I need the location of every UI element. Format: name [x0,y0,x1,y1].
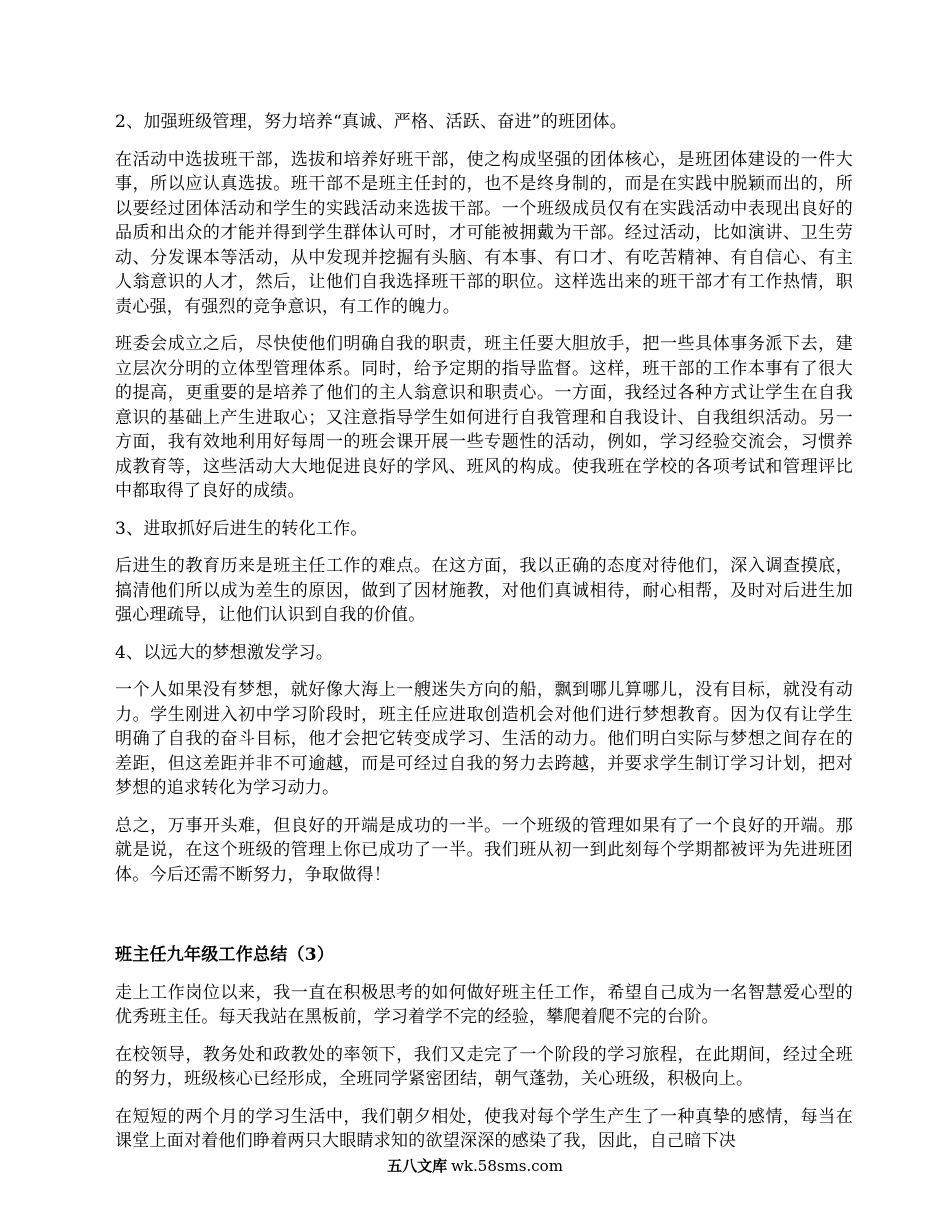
document-body [115,110,853,1167]
heading-2: 2、加强班级管理，努力培养“真诚、严格、活跃、奋进”的班团体。 [115,112,627,132]
footer-brand: 五八文库 [387,1157,448,1175]
paragraph: 后进生的教育历来是班主任工作的难点。在这方面，我以正确的态度对待他们，深入调查摸底，搞清他们所以成为差生的原因，做到了因材施教，对他们真诚相待，耐心相帮，及时对后进生加强心理疏导，让他们认识到自我的价值。 [115,556,853,625]
heading-3: 3、进取抓好后进生的转化工作。 [115,518,368,539]
paragraph: 在活动中选拔班干部，选拔和培养好班干部，使之构成坚强的团体核心，是班团体建设的一件大事，所以应认真选拔。班干部不是班主任封的，也不是终身制的，而是在实践中脱颖而出的，所以要经过团体活动和学生的实践活动来选拔干部。一个班级成员仅有在实践活动中表现出良好的品质和出众的才能并得到学生群体认可时，才可能被拥戴为干部。经过活动，比如演讲、卫生劳动、分发课本等活动，从中发现并挖掘有头脑、有本事、有口才、有吃苦精神、有自信心、有主人翁意识的人才，然后，让他们自我选择班干部的职位。这样选出来的班干部才有工作热情，职责心强，有强烈的竞争意识，有工作的魄力。 [115,149,853,317]
section-title: 班主任九年级工作总结（3） [115,945,335,965]
paragraph: 一个人如果没有梦想，就好像大海上一艘迷失方向的船，飘到哪儿算哪儿，没有目标，就没有动力。学生刚进入初中学习阶段时，班主任应进取创造机会对他们进行梦想教育。因为仅有让学生明确了自我的奋斗目标，他才会把它转变成学习、生活的动力。他们明白实际与梦想之间存在的差距，但这差距并非不可逾越，而是可经过自我的努力去跨越，并要求学生制订学习计划，把对梦想的追求转化为学习动力。 [115,680,853,798]
paragraph: 总之，万事开头难，但良好的开端是成功的一半。一个班级的管理如果有了一个良好的开端。那就是说，在这个班级的管理上你已成功了一半。我们班从初一到此刻每个学期都被评为先进班团体。今后还需不断努力，争取做得！ [115,815,853,885]
paragraph: 在短短的两个月的学习生活中，我们朝夕相处，使我对每个学生产生了一种真挚的感情，每当在课堂上面对着他们睁着两只大眼睛求知的欲望深深的感染了我，因此，自己暗下决 [115,1106,853,1151]
paragraph: 走上工作岗位以来，我一直在积极思考的如何做好班主任工作，希望自己成为一名智慧爱心型的优秀班主任。每天我站在黑板前，学习着学不完的经验，攀爬着爬不完的台阶。 [115,982,853,1027]
footer-url[interactable]: wk.58sms.com [451,1157,563,1175]
paragraph: 在校领导，教务处和政教处的率领下，我们又走完了一个阶段的学习旅程，在此期间，经过全班的努力，班级核心已经形成，全班同学紧密团结，朝气蓬勃，关心班级，积极向上。 [115,1044,853,1089]
paragraph: 班委会成立之后，尽快使他们明确自我的职责，班主任要大胆放手，把一些具体事务派下去，建立层次分明的立体型管理体系。同时，给予定期的指导监督。这样，班干部的工作本事有了很大的提高，更重要的是培养了他们的主人翁意识和职责心。一方面，我经过各种方式让学生在自我意识的基础上产生进取心；又注意指导学生如何进行自我管理和自我设计、自我组织活动。另一方面，我有效地利用好每周一的班会课开展一些专题性的活动，例如，学习经验交流会，习惯养成教育等，这些活动大大地促进良好的学风、班风的构成。使我班在学校的各项考试和管理评比中都取得了良好的成绩。 [115,334,853,501]
page-footer [0,1155,950,1176]
heading-4: 4、以远大的梦想激发学习。 [115,642,334,663]
